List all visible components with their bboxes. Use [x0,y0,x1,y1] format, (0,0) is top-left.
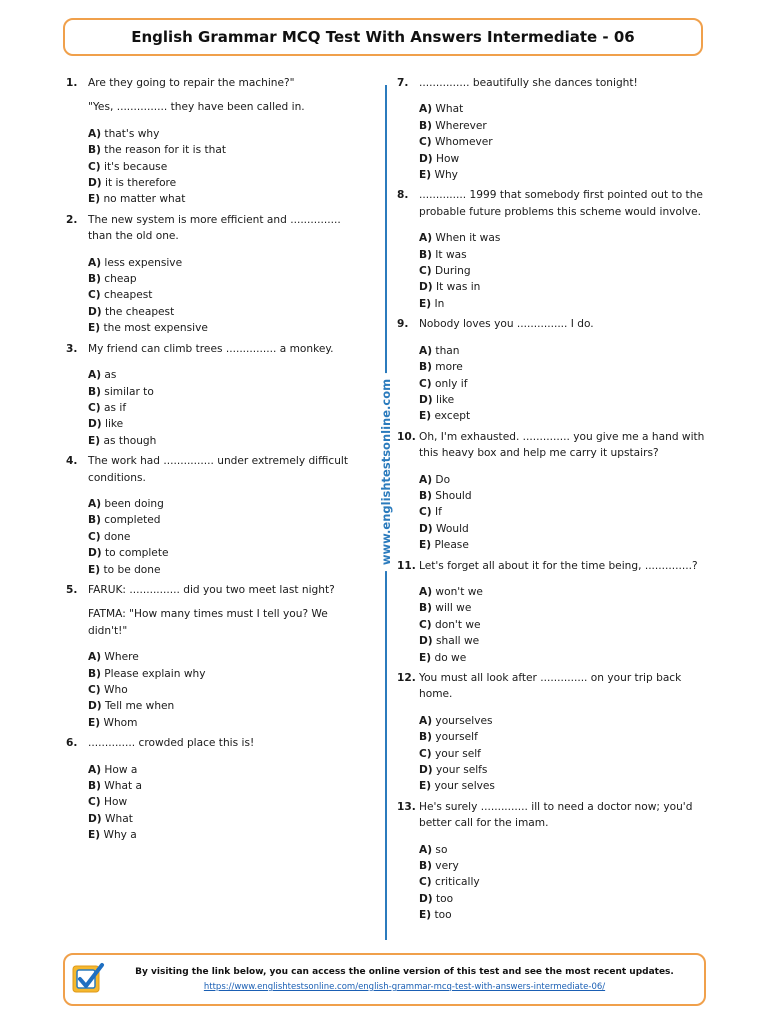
answer-option[interactable] [419,842,709,858]
answer-option[interactable] [419,746,709,762]
option-text: How a [104,763,138,776]
option-letter: D) [419,635,433,648]
option-letter: B) [419,248,432,261]
option-letter: E) [419,651,432,664]
option-text: critically [435,876,480,889]
option-letter: C) [419,747,432,760]
question-body [88,75,366,208]
answer-option[interactable] [419,874,709,890]
site-watermark: www.englishtestsonline.com [379,373,393,571]
option-letter: C) [88,160,101,173]
option-text: won't we [435,585,483,598]
question-text: He's surely .............. ill to need a doctor now; you'd better call for the imam. [419,800,693,830]
question-body [419,558,709,666]
option-text: than [435,344,460,357]
option-letter: A) [419,714,433,727]
option-text: more [435,361,463,374]
question-text: .............. crowded place this is! [88,737,255,750]
answer-option[interactable] [419,633,709,649]
answer-option[interactable] [88,175,366,191]
answer-options [419,842,709,924]
option-letter: B) [88,780,101,793]
question-text: Are they going to repair the machine?" [88,77,295,89]
answer-option[interactable] [88,778,366,794]
answer-option[interactable] [88,400,366,416]
answer-option[interactable] [88,698,366,714]
answer-option[interactable] [88,433,366,449]
option-letter: D) [419,892,433,905]
option-letter: C) [419,618,432,631]
answer-options [419,230,709,312]
option-text: except [434,410,471,423]
option-text: as though [103,434,157,447]
question-body [88,212,366,337]
answer-option[interactable] [419,359,709,375]
option-text: as if [104,401,127,414]
answer-option[interactable] [419,101,709,117]
option-text: What a [104,780,142,793]
option-text: been doing [104,497,164,510]
option-text: Why a [103,829,137,842]
option-text: When it was [435,232,501,245]
option-text: the most expensive [103,322,208,335]
question-number: 10. [397,430,416,443]
question-body [88,735,366,843]
option-text: Please explain why [104,667,206,680]
option-letter: D) [419,152,433,165]
option-text: it's because [104,160,168,173]
answer-option[interactable] [419,151,709,167]
option-text: yourselves [435,714,493,727]
checkbox-icon [71,962,105,996]
option-text: only if [435,377,468,390]
option-text: What [435,103,464,116]
option-letter: A) [88,256,102,269]
question-text: ............... beautifully she dances tonight! [419,77,638,89]
option-letter: C) [419,506,432,519]
answer-option[interactable] [88,126,366,142]
answer-option[interactable] [419,778,709,794]
answer-option[interactable] [88,512,366,528]
option-letter: C) [419,876,432,889]
option-letter: D) [88,177,102,190]
footer-message: By visiting the link below, you can access the online version of this test and see the most recent updates. [135,967,674,977]
question-body [88,453,366,578]
question-text: FARUK: ............... did you two meet last night? [88,583,335,596]
option-text: too [434,909,452,922]
option-text: cheap [104,273,137,286]
option-text: the cheapest [105,305,175,318]
question-text: The new system is more efficient and ............... than the old one. [88,213,341,243]
option-text: will we [435,602,472,615]
option-text: too [436,892,454,905]
answer-option[interactable] [419,408,709,424]
option-text: Whom [103,716,138,729]
answer-options [419,343,709,425]
question-number: 13. [397,800,416,813]
answer-options [88,496,366,578]
option-text: How [104,796,128,809]
option-text: Tell me when [105,700,175,713]
answer-option[interactable] [88,255,366,271]
question-body [88,341,366,449]
question-number: 2. [66,213,78,226]
question-body [419,316,709,424]
answer-option[interactable] [88,287,366,303]
option-letter: B) [88,385,101,398]
answer-option[interactable] [88,811,366,827]
question-number: 5. [66,583,78,596]
answer-option[interactable] [419,263,709,279]
question-number: 3. [66,342,78,355]
option-letter: C) [88,796,101,809]
option-text: Should [435,489,472,502]
answer-option[interactable] [419,600,709,616]
option-letter: A) [88,651,102,664]
option-letter: C) [419,265,432,278]
option-text: Why [434,169,458,182]
answer-option[interactable] [88,271,366,287]
answer-option[interactable] [419,472,709,488]
option-text: During [435,265,471,278]
option-letter: D) [88,418,102,431]
question-body [419,75,709,183]
answer-option[interactable] [419,118,709,134]
answer-option[interactable] [419,392,709,408]
answer-option[interactable] [419,729,709,745]
answer-option[interactable] [88,367,366,383]
option-text: your selves [434,780,495,793]
option-text: It was [435,248,467,261]
option-text: Would [436,522,469,535]
option-text: Please [434,539,469,552]
answer-option[interactable] [88,545,366,561]
answer-option[interactable] [88,416,366,432]
question-number: 11. [397,559,416,572]
option-letter: D) [88,305,102,318]
option-letter: D) [419,281,433,294]
option-letter: D) [419,522,433,535]
option-letter: B) [419,489,432,502]
option-text: your self [435,747,481,760]
answer-options [88,762,366,844]
option-letter: B) [419,860,432,873]
option-text: do we [434,651,467,664]
answer-option[interactable] [419,134,709,150]
option-text: as [104,369,117,382]
option-text: the reason for it is that [104,144,227,157]
question-body [419,187,709,312]
answer-option[interactable] [88,794,366,810]
option-letter: E) [88,322,101,335]
answer-options [88,649,366,731]
option-letter: B) [419,731,432,744]
question-item [66,341,366,449]
answer-option[interactable] [88,496,366,512]
option-letter: D) [419,764,433,777]
question-body [419,429,709,554]
option-letter: D) [88,700,102,713]
answer-options [419,584,709,666]
option-letter: C) [88,530,101,543]
question-item [66,75,366,208]
option-text: Where [104,651,139,664]
option-text: no matter what [103,193,186,206]
option-text: Wherever [435,119,487,132]
online-test-link[interactable]: https://www.englishtestsonline.com/english-grammar-mcq-test-with-answers-intermediate-06/ [203,982,606,992]
answer-option[interactable] [419,907,709,923]
option-letter: D) [88,547,102,560]
question-item [66,453,366,578]
option-letter: B) [88,514,101,527]
question-text: Oh, I'm exhausted. .............. you give me a hand with this heavy box and help me carry it upstairs? [419,430,705,460]
option-letter: E) [88,829,101,842]
option-letter: D) [419,393,433,406]
question-number: 9. [397,318,409,331]
answer-option[interactable] [419,296,709,312]
option-letter: E) [419,780,432,793]
option-letter: A) [419,232,433,245]
answer-option[interactable] [88,384,366,400]
question-number: 8. [397,189,409,202]
option-letter: C) [88,289,101,302]
option-letter: A) [419,103,433,116]
answer-option[interactable] [88,666,366,682]
option-text: your selfs [436,764,488,777]
answer-option[interactable] [419,713,709,729]
answer-option[interactable] [419,858,709,874]
option-text: It was in [436,281,481,294]
option-letter: D) [88,812,102,825]
option-letter: B) [88,144,101,157]
answer-option[interactable] [419,762,709,778]
question-item [397,670,709,795]
answer-option[interactable] [88,159,366,175]
answer-option[interactable] [419,167,709,183]
option-text: done [104,530,131,543]
page-title: English Grammar MCQ Test With Answers Intermediate - 06 [131,28,635,46]
option-letter: B) [88,667,101,680]
answer-option[interactable] [419,504,709,520]
question-number: 7. [397,77,409,89]
option-text: like [436,393,455,406]
question-item [397,75,709,183]
option-text: How [436,152,460,165]
option-letter: C) [88,684,101,696]
option-letter: E) [88,716,101,729]
answer-option[interactable] [88,320,366,336]
option-letter: B) [88,273,101,286]
question-item [66,212,366,337]
option-text: What [105,812,133,825]
option-letter: E) [88,434,101,447]
option-letter: C) [419,377,432,390]
question-body [419,799,709,924]
question-body [419,670,709,795]
answer-options [88,367,366,449]
question-number: 6. [66,737,78,750]
question-number: 12. [397,672,416,684]
questions-column-right [397,75,709,928]
question-text: The work had ............... under extremely difficult conditions. [88,455,349,484]
question-item [397,316,709,424]
option-letter: E) [419,410,432,423]
option-letter: E) [88,563,101,576]
question-item [66,735,366,843]
answer-option[interactable] [88,142,366,158]
option-letter: C) [88,401,101,414]
answer-option[interactable] [88,682,366,698]
question-text: FATMA: "How many times must I tell you? We didn't!" [88,608,328,637]
option-letter: A) [88,763,102,776]
option-text: to be done [103,563,161,576]
page-title-box [63,18,703,56]
option-letter: E) [419,297,432,310]
option-text: so [435,843,448,856]
question-number: 4. [66,455,78,468]
answer-option[interactable] [88,827,366,843]
answer-option[interactable] [419,488,709,504]
answer-option[interactable] [419,343,709,359]
answer-options [88,255,366,337]
answer-option[interactable] [419,230,709,246]
option-text: that's why [104,127,160,140]
answer-options [419,713,709,795]
option-text: shall we [436,635,480,648]
questions-column-left [66,75,366,848]
question-item [397,187,709,312]
option-letter: A) [88,369,102,382]
option-letter: E) [419,169,432,182]
answer-option[interactable] [88,762,366,778]
question-item [66,582,366,731]
question-item [397,558,709,666]
question-text: My friend can climb trees ............... a monkey. [88,342,334,355]
option-letter: A) [419,473,433,486]
option-text: don't we [435,618,481,631]
option-text: Do [435,473,451,486]
answer-options [419,101,709,183]
question-body [88,582,366,731]
option-text: very [435,860,459,873]
question-item [397,799,709,924]
answer-option[interactable] [419,521,709,537]
answer-option[interactable] [88,715,366,731]
option-text: If [435,506,442,519]
option-letter: C) [419,136,432,149]
question-number: 1. [66,77,78,89]
option-letter: A) [419,344,433,357]
option-text: completed [104,514,161,527]
option-letter: E) [88,193,101,206]
option-text: it is therefore [105,177,177,190]
footer-box [63,953,706,1006]
answer-option[interactable] [88,529,366,545]
option-text: like [105,418,124,431]
option-text: Whomever [435,136,493,149]
option-letter: E) [419,909,432,922]
option-letter: A) [88,497,102,510]
option-letter: B) [419,602,432,615]
question-text: .............. 1999 that somebody first pointed out to the probable future problems this scheme would involve. [419,189,703,218]
answer-option[interactable] [88,649,366,665]
question-text: Let's forget all about it for the time being, ..............? [419,559,698,572]
answer-option[interactable] [419,891,709,907]
option-letter: E) [419,539,432,552]
question-text: Nobody loves you ............... I do. [419,318,594,331]
answer-option[interactable] [419,247,709,263]
question-item [397,429,709,554]
answer-option[interactable] [88,562,366,578]
question-text: "Yes, ............... they have been called in. [88,101,305,114]
option-text: In [434,297,445,310]
option-text: less expensive [104,256,183,269]
answer-option[interactable] [88,304,366,320]
option-text: cheapest [104,289,153,302]
option-letter: A) [419,843,433,856]
answer-options [419,472,709,554]
option-text: similar to [104,385,154,398]
option-text: yourself [435,731,478,744]
answer-option[interactable] [419,584,709,600]
option-text: to complete [105,547,169,560]
option-letter: B) [419,119,432,132]
answer-option[interactable] [419,279,709,295]
option-text: Who [104,684,128,696]
option-letter: B) [419,361,432,374]
option-letter: A) [419,585,433,598]
option-letter: A) [88,127,102,140]
answer-option[interactable] [419,376,709,392]
answer-option[interactable] [419,650,709,666]
answer-option[interactable] [419,617,709,633]
answer-option[interactable] [88,191,366,207]
answer-options [88,126,366,208]
answer-option[interactable] [419,537,709,553]
question-text: You must all look after .............. on your trip back home. [419,672,682,701]
